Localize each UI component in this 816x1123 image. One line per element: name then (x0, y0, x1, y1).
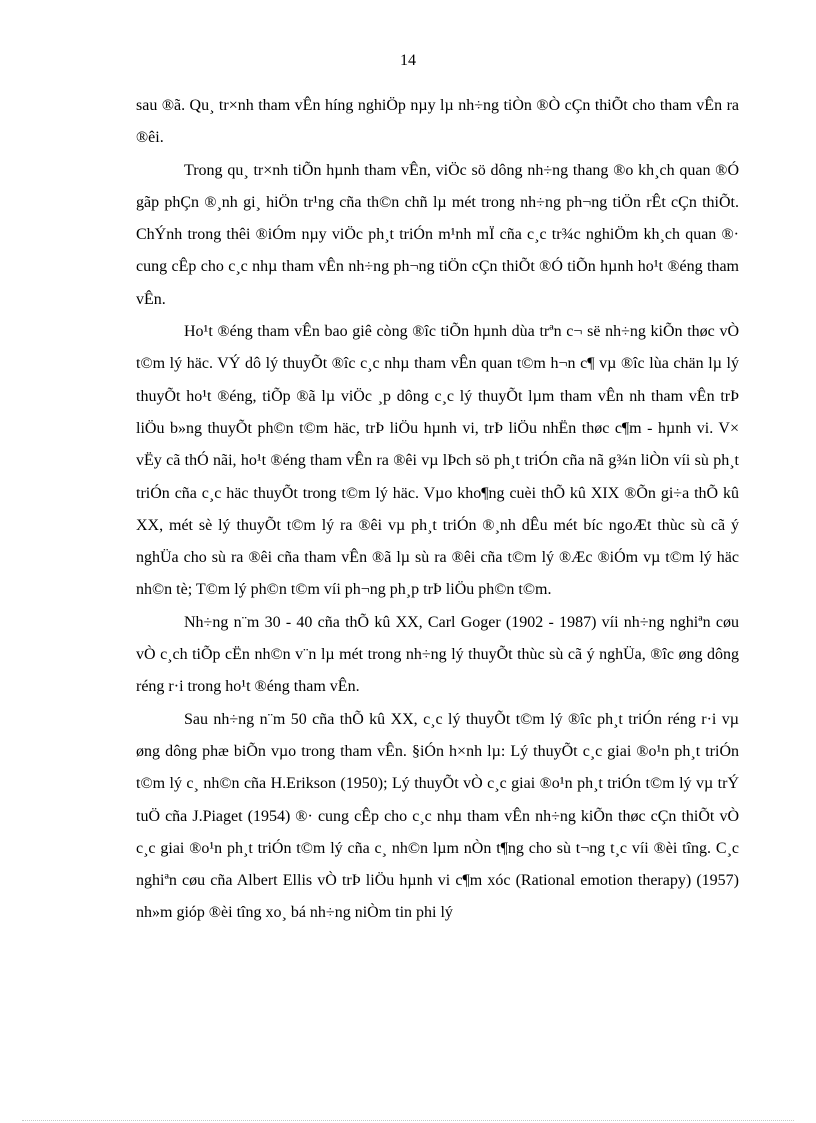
page-number: 14 (400, 52, 416, 69)
paragraph-1: sau ®ã. Qu¸ tr×nh tham vÊn híng nghiÖp nµy lµ nh÷ng tiÒn ®Ò cÇn thiÕt cho tham vÊn ra ®êi. (136, 97, 739, 147)
paragraph-4: Nh÷ng n¨m 30 - 40 cña thÕ kû XX, Carl Goger (1902 - 1987) víi nh÷ng nghiªn cøu vÒ c¸ch tiÕp cËn nh©n v¨n lµ mét trong nh÷ng lý thuyÕt thùc sù cã ý nghÜa, ®îc øng dông réng r·i trong ho¹t ®éng tham vÊn. (136, 613, 739, 696)
body-text (136, 90, 739, 930)
page-bottom-divider (22, 1120, 794, 1121)
paragraph-3: Ho¹t ®éng tham vÊn bao giê còng ®îc tiÕn hµnh dùa trªn c¬ së nh÷ng kiÕn thøc vÒ t©m lý häc. VÝ dô lý thuyÕt ®îc c¸c nhµ tham vÊn quan t©m h¬n c¶ vµ ®îc lùa chän lµ lý thuyÕt ho¹t ®éng, tiÕp ®ã lµ viÖc ¸p dông c¸c lý thuyÕt lµm tham vÊn nh tham vÊn trÞ liÖu b»ng thuyÕt ph©n t©m häc, trÞ liÖu hµnh vi, trÞ liÖu nhËn thøc c¶m - hµnh vi. V× vËy cã thÓ nãi, ho¹t ®éng tham vÊn ra ®êi vµ lÞch sö ph¸t triÓn cña nã g¾n liÒn víi sù ph¸t triÓn cña c¸c häc thuyÕt trong t©m lý häc. Vµo kho¶ng cuèi thÕ kû XIX ®Õn gi÷a thÕ kû XX, mét sè lý thuyÕt t©m lý ra ®êi vµ ph¸t triÓn ®¸nh dÊu mét bíc ngoÆt thùc sù cã ý nghÜa cho sù ra ®êi cña tham vÊn ®ã lµ sù ra ®êi cña t©m lý ®Æc ®iÓm vµ t©m lý häc nh©n tè; T©m lý ph©n t©m víi ph¬ng ph¸p trÞ liÖu ph©n t©m. (136, 323, 739, 599)
paragraph-2: Trong qu¸ tr×nh tiÕn hµnh tham vÊn, viÖc sö dông nh÷ng thang ®o kh¸ch quan ®Ó gãp phÇn ®¸nh gi¸ hiÖn tr¹ng cña th©n chñ lµ mét trong nh÷ng ph¬ng tiÖn rÊt cÇn thiÕt. ChÝnh trong thêi ®iÓm nµy viÖc ph¸t triÓn m¹nh mÏ cña c¸c tr¾c nghiÖm kh¸ch quan ®· cung cÊp cho c¸c nhµ tham vÊn nh÷ng ph¬ng tiÖn cÇn thiÕt ®Ó tiÕn hµnh ho¹t ®éng tham vÊn. (136, 161, 739, 308)
paragraph-5: Sau nh÷ng n¨m 50 cña thÕ kû XX, c¸c lý thuyÕt t©m lý ®îc ph¸t triÓn réng r·i vµ øng dông phæ biÕn vµo trong tham vÊn. §iÓn h×nh lµ: Lý thuyÕt c¸c giai ®o¹n ph¸t triÓn t©m lý c¸ nh©n cña H.Erikson (1950); Lý thuyÕt vÒ c¸c giai ®o¹n ph¸t triÓn t©m lý vµ trÝ tuÖ cña J.Piaget (1954) ®· cung cÊp cho c¸c nhµ tham vÊn nh÷ng kiÕn thøc cÇn thiÕt vÒ c¸c giai ®o¹n ph¸t triÓn t©m lý cña c¸ nh©n lµm nÒn t¶ng cho sù t¬ng t¸c víi ®èi tîng. C¸c nghiªn cøu cña Albert Ellis vÒ trÞ liÖu hµnh vi c¶m xóc (Rational emotion therapy) (1957) nh»m gióp ®èi tîng xo¸ bá nh÷ng niÒm tin phi lý (136, 710, 739, 922)
